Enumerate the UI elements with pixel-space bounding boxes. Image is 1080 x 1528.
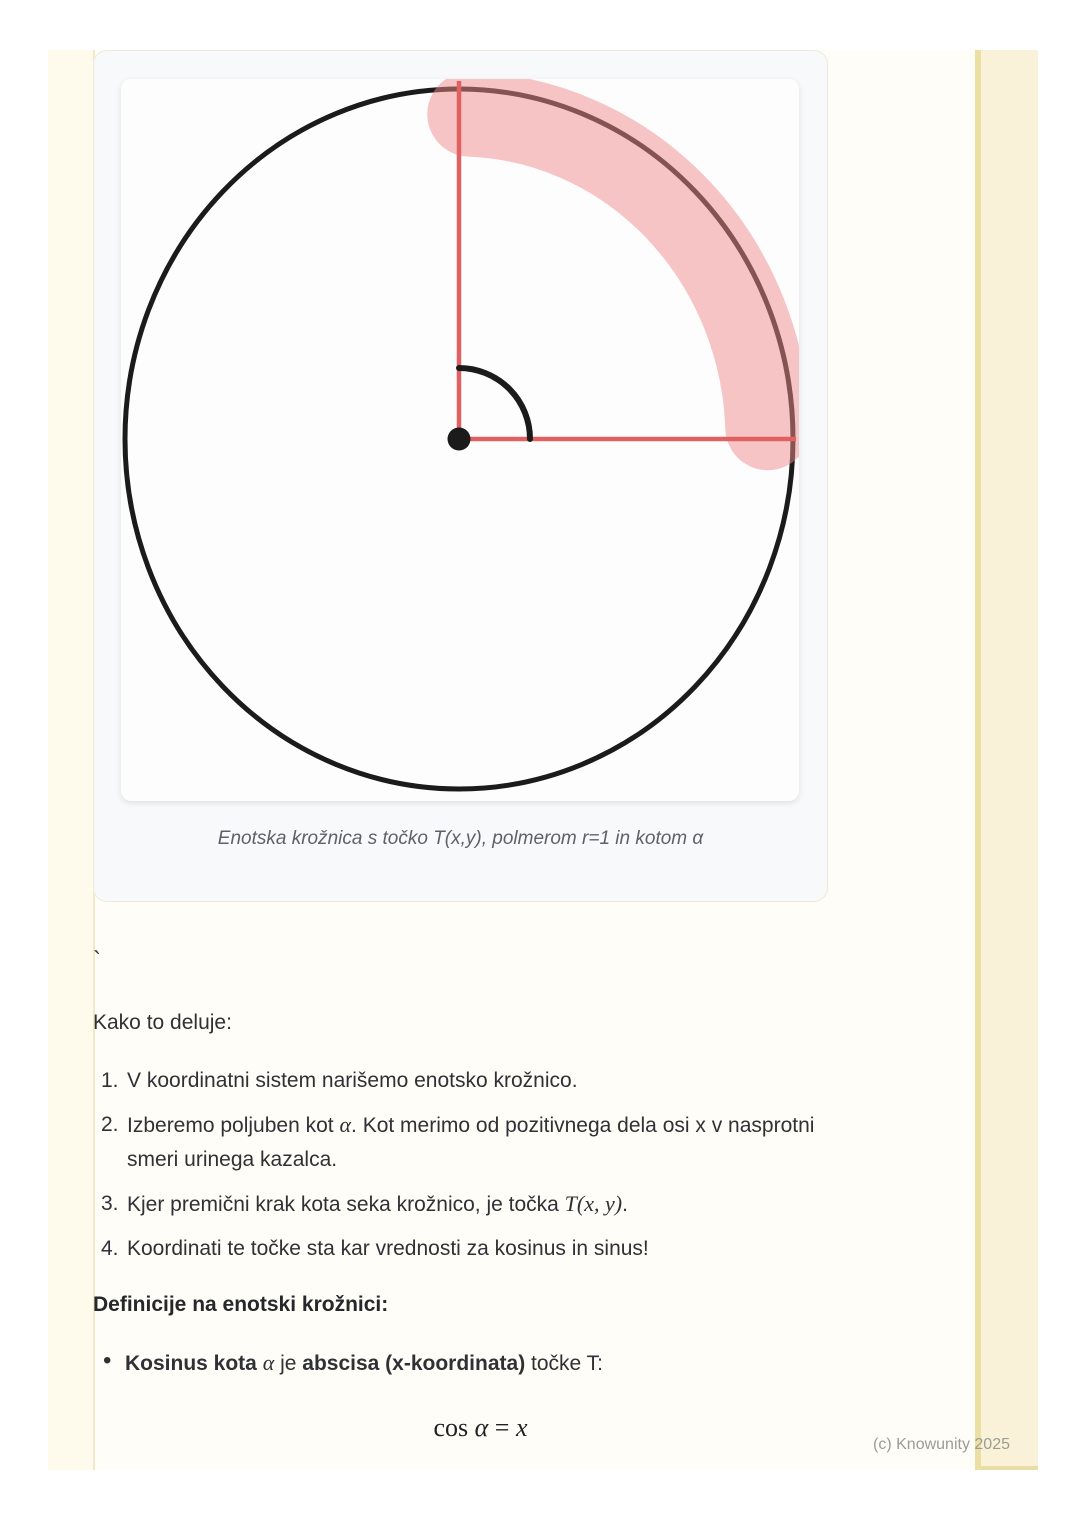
cosine-formula <box>93 1411 868 1445</box>
math-point-T: T(x, y) <box>564 1191 623 1216</box>
list-item <box>93 1232 868 1266</box>
list-number: 4. <box>101 1237 119 1260</box>
page-right-band <box>981 50 1038 1470</box>
bullet-marker: • <box>103 1347 112 1374</box>
list-number: 3. <box>101 1192 119 1215</box>
math-alpha: α <box>262 1350 275 1375</box>
list-number: 1. <box>101 1069 119 1092</box>
list-text: . Kot merimo od pozitivnega dela osi x v nasprotni smeri urinega kazalca. <box>127 1114 815 1171</box>
bullet-bold: abscisa (x-koordinata) <box>302 1352 526 1375</box>
angle-arc <box>459 368 530 439</box>
center-point <box>448 428 471 451</box>
formula-alpha: α <box>474 1413 489 1442</box>
formula-equals: = <box>488 1413 516 1442</box>
list-text: Kjer premični krak kota seka krožnico, je točka <box>127 1193 565 1216</box>
list-text: Koordinati te točke sta kar vrednosti za kosinus in sinus! <box>127 1237 649 1260</box>
quadrant-highlight-arc <box>470 114 768 428</box>
list-text: . <box>622 1193 628 1216</box>
definitions-list <box>93 1346 868 1381</box>
list-item <box>93 1187 868 1222</box>
steps-list <box>93 1064 868 1266</box>
bullet-text: je <box>274 1352 303 1375</box>
bullet-text: točke T: <box>525 1352 604 1375</box>
document-body <box>93 944 868 1445</box>
list-item <box>93 1064 868 1098</box>
definitions-heading: Definicije na enotski krožnici: <box>93 1293 389 1316</box>
figure-panel <box>121 79 799 801</box>
figure-caption: Enotska krožnica s točko T(x,y), polmerom r=1 in kotom α <box>217 828 704 849</box>
copyright-text: (c) Knowunity 2025 <box>873 1436 1010 1453</box>
figure-card <box>93 50 828 902</box>
bullet-bold: Kosinus kota <box>125 1352 263 1375</box>
unit-circle-figure <box>121 79 799 801</box>
list-number: 2. <box>101 1113 119 1136</box>
formula-variable: x <box>515 1413 528 1442</box>
intro-paragraph: Kako to deluje: <box>93 1011 232 1034</box>
page-left-band <box>48 50 93 1470</box>
math-alpha: α <box>339 1112 352 1137</box>
list-item <box>93 1108 868 1177</box>
stray-backtick: ` <box>93 947 101 974</box>
formula-function: cos <box>433 1413 475 1442</box>
list-text: Izberemo poljuben kot <box>127 1114 340 1137</box>
list-item <box>93 1346 868 1381</box>
list-text: V koordinatni sistem narišemo enotsko krožnico. <box>127 1069 578 1092</box>
